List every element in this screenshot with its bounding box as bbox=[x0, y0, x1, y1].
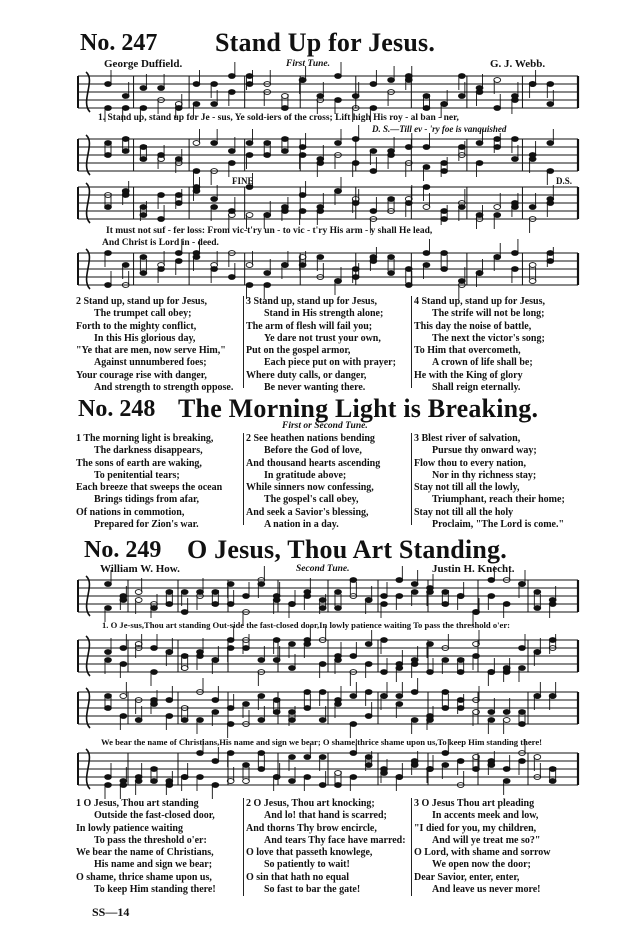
note-head bbox=[365, 642, 372, 647]
lyric-line: D. S.—Till ev - 'ry foe is vanquished bbox=[372, 124, 507, 134]
note-head bbox=[427, 642, 434, 647]
note-head bbox=[365, 598, 372, 603]
note-head bbox=[227, 602, 234, 607]
verse-line: Dear Savior, enter, enter, bbox=[414, 871, 520, 883]
verse-line: So patiently to wait! bbox=[264, 859, 350, 871]
verse-line: The trumpet call obey; bbox=[94, 308, 192, 320]
note-head bbox=[289, 666, 296, 671]
verse-line: 3 Blest river of salvation, bbox=[414, 433, 521, 444]
verse-line: So fast to bar the gate! bbox=[264, 884, 361, 896]
note-head bbox=[105, 658, 112, 663]
note-head bbox=[365, 755, 372, 760]
note-head bbox=[212, 658, 219, 663]
note-head bbox=[350, 722, 357, 727]
note-head bbox=[151, 646, 158, 651]
note-head bbox=[319, 783, 326, 788]
note-head bbox=[151, 698, 158, 703]
note-head bbox=[350, 654, 357, 659]
verse-line: O shame, thrice shame upon us, bbox=[76, 871, 212, 883]
note-head bbox=[427, 670, 434, 675]
verse-line: O Lord, with shame and sorrow bbox=[414, 847, 551, 859]
note-head bbox=[151, 670, 158, 675]
note-head bbox=[350, 578, 357, 583]
verse-line: Stay not till all the holy bbox=[414, 506, 514, 518]
note-head bbox=[105, 650, 112, 655]
verse-divider bbox=[411, 798, 412, 896]
verse-block bbox=[76, 798, 241, 896]
verse-line: Stand in His strength alone; bbox=[264, 308, 384, 320]
hymn-author: George Duffield. bbox=[104, 58, 183, 70]
note-head bbox=[534, 650, 541, 655]
note-head bbox=[488, 710, 495, 715]
verse-line: A crown of life shall be; bbox=[432, 357, 533, 369]
verse-line: Against unnumbered foes; bbox=[94, 357, 207, 369]
note-head bbox=[135, 590, 142, 595]
note-head bbox=[503, 666, 510, 671]
page-footer: SS—14 bbox=[92, 905, 130, 919]
note-head bbox=[166, 714, 173, 719]
note-head bbox=[319, 606, 326, 611]
verse-line: 3 Stand up, stand up for Jesus, bbox=[246, 296, 377, 307]
note-head bbox=[166, 650, 173, 655]
note-head bbox=[335, 658, 342, 663]
verse-line: And thorns Thy brow encircle, bbox=[246, 822, 377, 834]
note-head bbox=[273, 658, 280, 663]
note-head bbox=[120, 646, 127, 651]
verse-line: The sons of earth are waking, bbox=[76, 457, 202, 469]
note-head bbox=[273, 698, 280, 703]
note-head bbox=[304, 775, 311, 780]
note-head bbox=[473, 767, 480, 772]
verse-line: Outside the fast-closed door, bbox=[94, 810, 215, 822]
note-head bbox=[135, 718, 142, 723]
note-head bbox=[519, 759, 526, 764]
verse-line: In accents meek and low, bbox=[432, 810, 539, 822]
verse-line: 2 Stand up, stand up for Jesus, bbox=[76, 296, 207, 307]
note-head bbox=[442, 706, 449, 711]
verse-line: And tears Thy face have marred: bbox=[264, 834, 406, 846]
note-head bbox=[411, 718, 418, 723]
note-head bbox=[166, 602, 173, 607]
verse-line: 1 The morning light is breaking, bbox=[76, 433, 214, 444]
note-head bbox=[335, 590, 342, 595]
note-head bbox=[427, 590, 434, 595]
note-head bbox=[427, 767, 434, 772]
hymn-title: Stand Up for Jesus. bbox=[215, 28, 436, 57]
note-head bbox=[273, 638, 280, 643]
note-head bbox=[549, 638, 556, 643]
note-head bbox=[350, 775, 357, 780]
verse-line: 1 O Jesus, Thou art standing bbox=[76, 798, 199, 809]
verse-line: Be never wanting there. bbox=[264, 382, 366, 394]
note-head bbox=[411, 582, 418, 587]
hymn-composer: G. J. Webb. bbox=[490, 58, 546, 70]
note-head bbox=[181, 610, 188, 615]
verse-line: In lowly patience waiting bbox=[76, 822, 183, 834]
verse-line: The darkness disappears, bbox=[94, 445, 203, 457]
verse-line: And thousand hearts ascending bbox=[246, 457, 381, 469]
note-head bbox=[166, 779, 173, 784]
note-head bbox=[227, 638, 234, 643]
note-head bbox=[120, 662, 127, 667]
verse-line: Brings tidings from afar, bbox=[94, 494, 200, 506]
verse-line: To penitential tears; bbox=[94, 469, 180, 481]
note-head bbox=[549, 779, 556, 784]
note-head bbox=[534, 606, 541, 611]
verse-line: Stay not till all the lowly, bbox=[414, 482, 520, 494]
verse-line: 4 Stand up, stand up for Jesus, bbox=[414, 296, 545, 307]
note-head bbox=[381, 638, 388, 643]
note-head bbox=[457, 698, 464, 703]
verse-line: Ye dare not trust your own, bbox=[264, 332, 381, 344]
note-head bbox=[319, 662, 326, 667]
note-head bbox=[227, 706, 234, 711]
note-head bbox=[365, 763, 372, 768]
note-head bbox=[335, 702, 342, 707]
verse-line: Forth to the mighty conflict, bbox=[76, 320, 197, 332]
note-head bbox=[181, 775, 188, 780]
verse-line: The strife will not be long; bbox=[432, 308, 545, 320]
note-head bbox=[105, 775, 112, 780]
note-head bbox=[350, 694, 357, 699]
note-head bbox=[396, 775, 403, 780]
hymn-number: No. 248 bbox=[78, 396, 156, 422]
note-head bbox=[304, 594, 311, 599]
verse-line: Your courage rise with danger, bbox=[76, 369, 207, 381]
note-head bbox=[381, 594, 388, 599]
note-head bbox=[227, 722, 234, 727]
lyric-line: We bear the name of Christians,His name and sign we bear; O shame,thrice shame upon us,To keep Him standing there! bbox=[101, 737, 543, 747]
verse-line: Of nations in commotion, bbox=[76, 506, 185, 518]
note-head bbox=[258, 658, 265, 663]
note-head bbox=[105, 783, 112, 788]
note-head bbox=[105, 606, 112, 611]
note-head bbox=[319, 755, 326, 760]
note-head bbox=[488, 670, 495, 675]
verse-line: And seek a Savior's blessing, bbox=[246, 506, 369, 518]
verse-line: 3 O Jesus Thou art pleading bbox=[414, 798, 535, 809]
note-head bbox=[396, 578, 403, 583]
note-head bbox=[243, 594, 250, 599]
verse-line: In gratitude above; bbox=[264, 469, 347, 481]
verse-line: The gospel's call obey, bbox=[264, 494, 359, 506]
note-head bbox=[365, 690, 372, 695]
note-head bbox=[319, 718, 326, 723]
note-head bbox=[411, 662, 418, 667]
note-head bbox=[273, 710, 280, 715]
note-head bbox=[304, 755, 311, 760]
note-head bbox=[135, 779, 142, 784]
note-head bbox=[304, 690, 311, 695]
verse-line: And strength to strength oppose. bbox=[94, 382, 234, 394]
lyric-line: 1. Stand up, stand up for Je - sus, Ye sold-iers of the cross; Lift high His roy - al ban - ner, bbox=[98, 113, 459, 123]
verse-line: Nor in thy richness stay; bbox=[432, 469, 537, 481]
hymn-tune: Second Tune. bbox=[296, 564, 350, 574]
verse-line: A nation in a day. bbox=[264, 519, 339, 531]
note-head bbox=[396, 694, 403, 699]
note-head bbox=[120, 694, 127, 699]
note-head bbox=[258, 751, 265, 756]
note-head bbox=[549, 767, 556, 772]
verse-line: While sinners now confessing, bbox=[246, 482, 374, 494]
note-head bbox=[319, 690, 326, 695]
verse-line: Triumphant, reach their home; bbox=[432, 494, 565, 506]
note-head bbox=[549, 602, 556, 607]
note-head bbox=[197, 654, 204, 659]
verse-line: To keep Him standing there! bbox=[94, 884, 216, 896]
verse-line: This day the noise of battle, bbox=[414, 320, 532, 332]
verse-line: We open now the door; bbox=[432, 859, 531, 871]
verse-line: Shall reign eternally. bbox=[432, 382, 521, 394]
note-head bbox=[335, 606, 342, 611]
note-head bbox=[503, 767, 510, 772]
note-head bbox=[258, 718, 265, 723]
verse-line: To Him that overcometh, bbox=[414, 345, 521, 357]
note-head bbox=[243, 779, 250, 784]
note-head bbox=[396, 702, 403, 707]
note-head bbox=[365, 714, 372, 719]
note-head bbox=[519, 666, 526, 671]
note-head bbox=[212, 698, 219, 703]
note-head bbox=[289, 642, 296, 647]
hymn-tune: First Tune. bbox=[286, 59, 330, 69]
note-head bbox=[503, 710, 510, 715]
verse-line: O love that passeth knowlege, bbox=[246, 847, 373, 859]
verse-line: 2 See heathen nations bending bbox=[246, 433, 375, 444]
verse-line: Prepared for Zion's war. bbox=[94, 519, 199, 531]
note-head bbox=[181, 590, 188, 595]
verse-line: The arm of flesh will fail you; bbox=[246, 320, 373, 332]
hymn-tune: First or Second Tune. bbox=[282, 421, 368, 431]
note-head bbox=[181, 666, 188, 671]
note-head bbox=[212, 710, 219, 715]
note-head bbox=[258, 694, 265, 699]
verse-line: And leave us never more! bbox=[432, 884, 541, 896]
note-head bbox=[289, 710, 296, 715]
hymn-title: O Jesus, Thou Art Standing. bbox=[187, 535, 507, 564]
verse-line: And will ye treat me so?" bbox=[432, 834, 541, 846]
verse-line: "I died for you, my children, bbox=[414, 822, 537, 834]
hymn-number: No. 247 bbox=[80, 30, 158, 56]
verse-line: His name and sign we bear; bbox=[94, 859, 213, 871]
note-head bbox=[396, 594, 403, 599]
note-head bbox=[442, 690, 449, 695]
note-head bbox=[197, 718, 204, 723]
lyric-line: It must not suf - fer loss: From vic-t'ry un - to vic - t'ry His arm - y shall He lead, bbox=[106, 226, 433, 236]
note-head bbox=[289, 755, 296, 760]
note-head bbox=[289, 718, 296, 723]
note-head bbox=[457, 594, 464, 599]
note-head bbox=[335, 771, 342, 776]
note-head bbox=[120, 594, 127, 599]
note-head bbox=[335, 783, 342, 788]
verse-line: And lo! that hand is scarred; bbox=[264, 810, 387, 822]
note-head bbox=[135, 598, 142, 603]
note-head bbox=[243, 646, 250, 651]
note-head bbox=[519, 646, 526, 651]
note-head bbox=[457, 759, 464, 764]
note-head bbox=[319, 598, 326, 603]
note-head bbox=[534, 755, 541, 760]
note-head bbox=[120, 783, 127, 788]
note-head bbox=[396, 666, 403, 671]
note-head bbox=[350, 751, 357, 756]
note-head bbox=[151, 767, 158, 772]
note-head bbox=[243, 763, 250, 768]
note-head bbox=[534, 590, 541, 595]
note-head bbox=[442, 658, 449, 663]
note-head bbox=[442, 590, 449, 595]
note-head bbox=[304, 706, 311, 711]
verse-line: The next the victor's song; bbox=[432, 332, 545, 344]
note-head bbox=[166, 698, 173, 703]
lyric-line: 1. O Je-sus,Thou art standing Out-side the fast-closed door,In lowly patience waiting To pass the threshold o'er: bbox=[102, 620, 511, 630]
note-head bbox=[503, 718, 510, 723]
note-head bbox=[488, 578, 495, 583]
note-head bbox=[289, 779, 296, 784]
note-head bbox=[381, 767, 388, 772]
note-head bbox=[212, 759, 219, 764]
verse-line: Before the God of love, bbox=[264, 445, 362, 457]
verse-line: In this His glorious day, bbox=[94, 332, 196, 344]
note-head bbox=[411, 690, 418, 695]
note-head bbox=[227, 582, 234, 587]
note-head bbox=[442, 763, 449, 768]
note-head bbox=[258, 582, 265, 587]
note-head bbox=[381, 670, 388, 675]
note-head bbox=[365, 662, 372, 667]
fine-mark: FINE bbox=[232, 176, 254, 186]
note-head bbox=[473, 654, 480, 659]
note-head bbox=[243, 702, 250, 707]
verse-line: Where duty calls, or danger, bbox=[246, 369, 367, 381]
note-head bbox=[212, 590, 219, 595]
note-head bbox=[304, 642, 311, 647]
note-head bbox=[473, 610, 480, 615]
note-head bbox=[105, 706, 112, 711]
hymn-author: William W. How. bbox=[100, 563, 180, 575]
note-head bbox=[457, 706, 464, 711]
note-head bbox=[519, 710, 526, 715]
note-head bbox=[503, 602, 510, 607]
note-head bbox=[151, 779, 158, 784]
note-head bbox=[212, 783, 219, 788]
note-head bbox=[212, 602, 219, 607]
note-head bbox=[457, 658, 464, 663]
hymn-title: The Morning Light is Breaking. bbox=[178, 394, 539, 423]
lyric-line: And Christ is Lord in - deed. bbox=[102, 238, 219, 248]
note-head bbox=[197, 775, 204, 780]
verse-block bbox=[246, 798, 411, 896]
note-head bbox=[442, 751, 449, 756]
note-head bbox=[503, 779, 510, 784]
verse-line: We bear the name of Christians, bbox=[76, 847, 214, 859]
note-head bbox=[381, 602, 388, 607]
verse-line: 2 O Jesus, Thou art knocking; bbox=[246, 798, 375, 809]
verse-divider bbox=[243, 798, 244, 896]
verse-line: "Ye that are men, now serve Him," bbox=[76, 345, 226, 357]
note-head bbox=[166, 590, 173, 595]
verse-line: Flow thou to every nation, bbox=[414, 457, 526, 469]
verse-line: Proclaim, "The Lord is come." bbox=[432, 519, 565, 531]
note-head bbox=[457, 670, 464, 675]
note-head bbox=[197, 751, 204, 756]
note-head bbox=[519, 722, 526, 727]
note-head bbox=[227, 646, 234, 651]
note-head bbox=[427, 714, 434, 719]
note-head bbox=[411, 759, 418, 764]
hymn-composer: Justin H. Knecht. bbox=[432, 563, 515, 575]
note-head bbox=[227, 751, 234, 756]
note-head bbox=[258, 767, 265, 772]
verse-line: To pass the threshold o'er: bbox=[94, 834, 207, 846]
verse-line: Put on the gospel armor, bbox=[246, 345, 351, 357]
verse-line: Each breeze that sweeps the ocean bbox=[76, 482, 223, 494]
note-head bbox=[105, 582, 112, 587]
note-head bbox=[181, 654, 188, 659]
note-head bbox=[273, 598, 280, 603]
note-head bbox=[120, 714, 127, 719]
verse-line: Pursue thy onward way; bbox=[432, 445, 537, 457]
note-head bbox=[488, 594, 495, 599]
note-head bbox=[442, 602, 449, 607]
verse-line: He with the King of glory bbox=[414, 369, 523, 381]
note-head bbox=[411, 590, 418, 595]
note-head bbox=[488, 759, 495, 764]
verse-line: Each piece put on with prayer; bbox=[264, 357, 396, 369]
note-head bbox=[549, 694, 556, 699]
ds-mark: D.S. bbox=[556, 176, 573, 186]
note-head bbox=[181, 718, 188, 723]
note-head bbox=[488, 718, 495, 723]
hymn-number: No. 249 bbox=[84, 537, 162, 563]
verse-block bbox=[414, 798, 584, 896]
verse-line: O sin that hath no equal bbox=[246, 871, 350, 883]
note-head bbox=[105, 694, 112, 699]
